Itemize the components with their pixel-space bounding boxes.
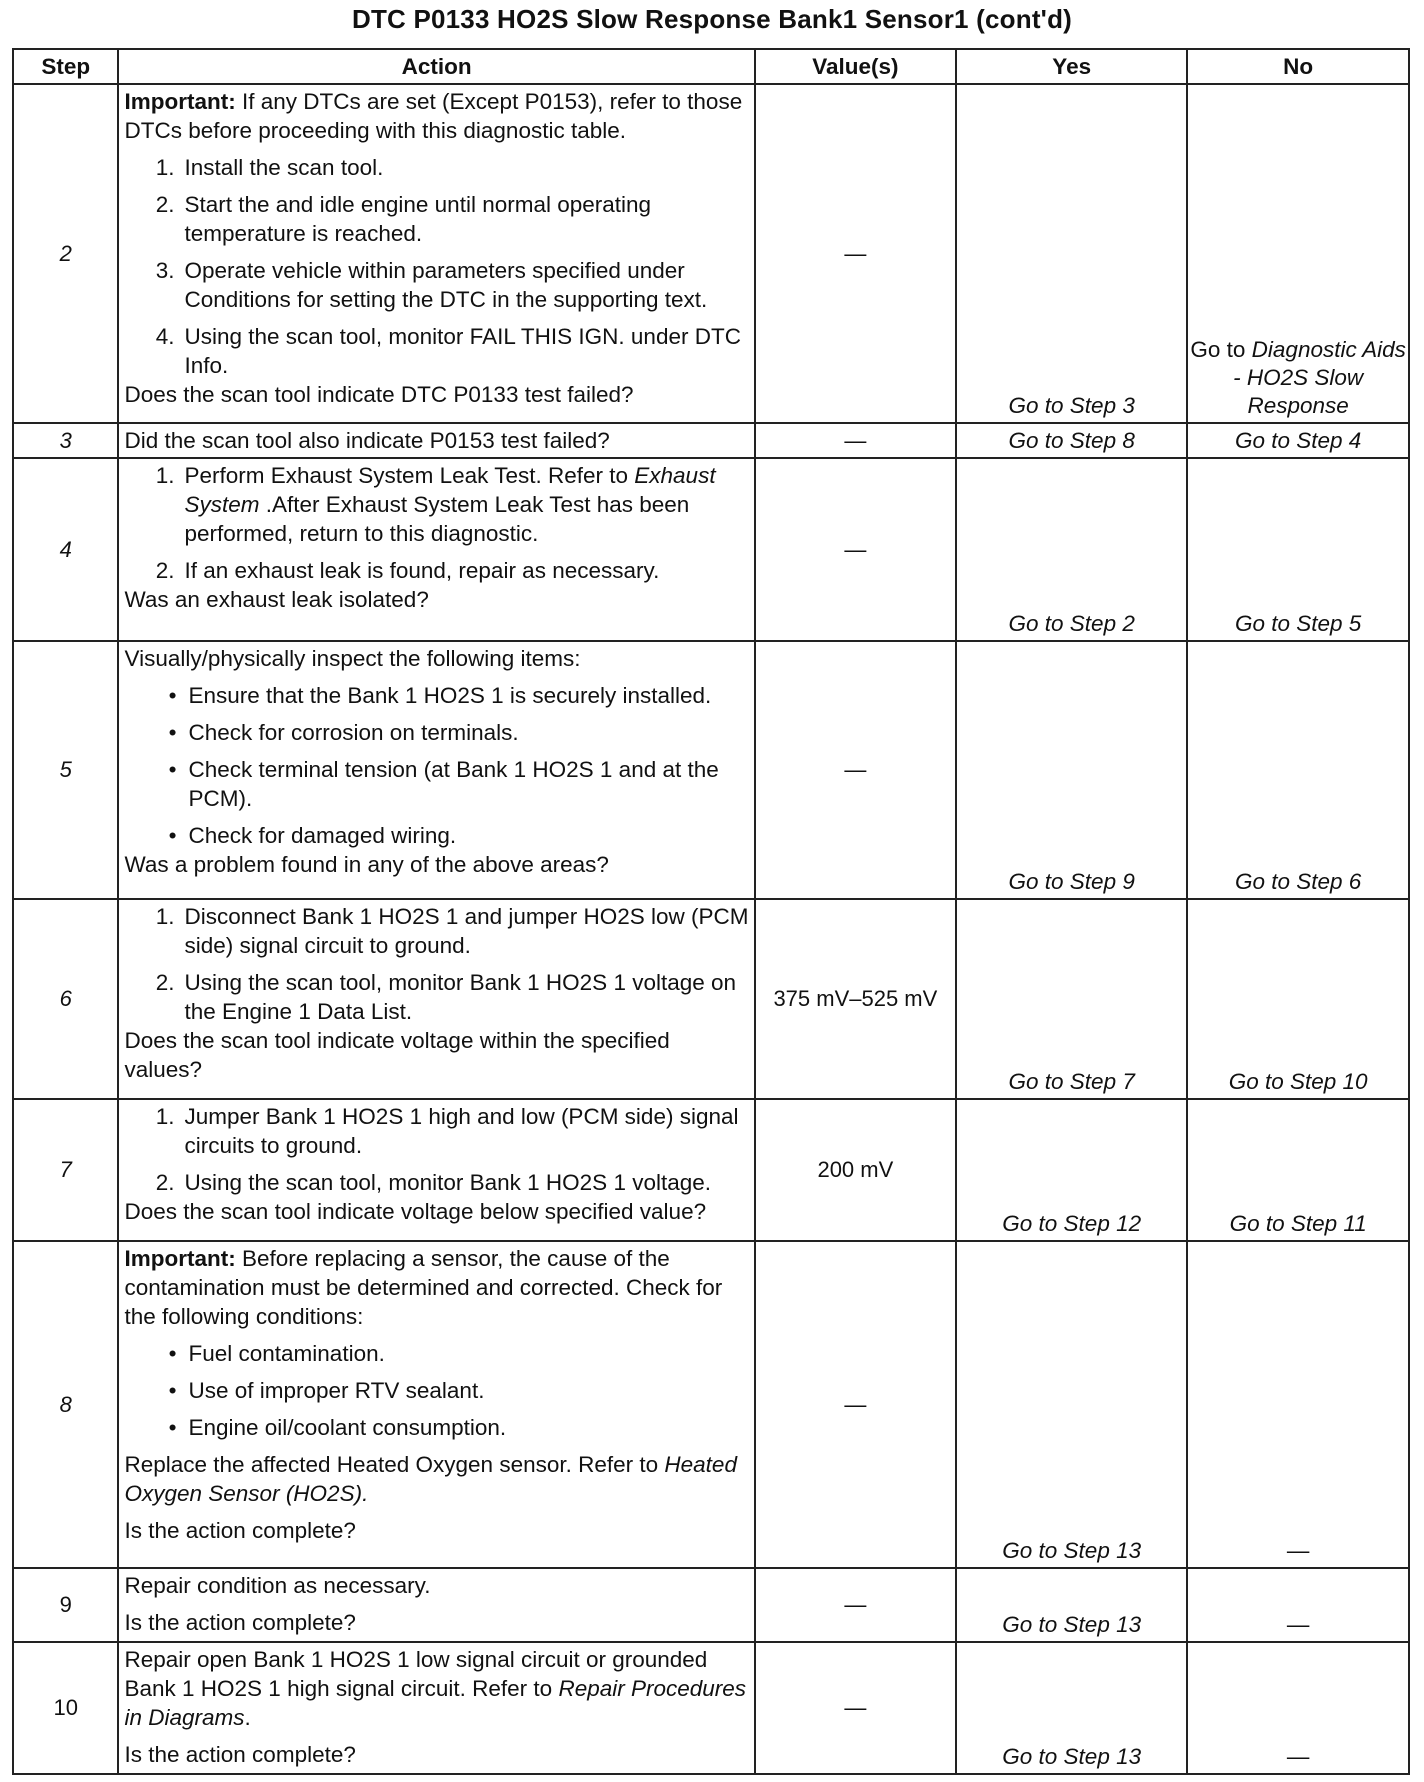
- list-item: • Ensure that the Bank 1 HO2S 1 is securely installed.: [168, 683, 712, 708]
- list-item: 1. Install the scan tool.: [155, 155, 384, 180]
- header-yes: Yes: [956, 49, 1187, 84]
- step-number: 8: [13, 1241, 118, 1568]
- action-cell: [118, 1241, 754, 1568]
- step-question: Was a problem found in any of the above areas?: [124, 852, 609, 877]
- step-question: Is the action complete?: [124, 1518, 356, 1543]
- no-dash: —: [1286, 1744, 1310, 1769]
- step-text: Repair open Bank 1 HO2S 1 low signal circuit or grounded Bank 1 HO2S 1 high signal circuit. Refer to Repair Procedures in Diagrams.: [124, 1647, 747, 1730]
- numbered-list: [124, 153, 748, 380]
- step-number: 6: [13, 899, 118, 1099]
- action-cell: [118, 641, 754, 899]
- table-row: [13, 1568, 1409, 1642]
- yes-cell: Go to Step 7: [956, 899, 1187, 1099]
- step-question: Is the action complete?: [124, 1742, 356, 1767]
- numbered-list: [124, 902, 748, 1026]
- table-row: [13, 423, 1409, 458]
- important-text: If any DTCs are set (Except P0153), refer to those DTCs before proceeding with this diagnostic table.: [124, 89, 743, 143]
- list-item: 2. Start the and idle engine until normal operating temperature is reached.: [155, 192, 652, 246]
- step-number: 4: [13, 458, 118, 641]
- list-item: • Fuel contamination.: [168, 1341, 385, 1366]
- list-item: 3. Operate vehicle within parameters specified under Conditions for setting the DTC in the supporting text.: [155, 258, 708, 312]
- no-dash: —: [1286, 1538, 1310, 1563]
- step-question: Is the action complete?: [124, 1610, 356, 1635]
- list-item: 4. Using the scan tool, monitor FAIL THIS IGN. under DTC Info.: [155, 324, 741, 378]
- value-dash: —: [844, 240, 867, 266]
- no-reference: Diagnostic Aids - HO2S Slow Response: [1233, 337, 1406, 418]
- action-cell: [118, 1099, 754, 1241]
- value-dash: —: [844, 427, 867, 453]
- action-cell: [118, 84, 754, 423]
- no-cell: Go to Step 5: [1187, 458, 1409, 641]
- step-number: 7: [13, 1099, 118, 1241]
- list-item: 1. Jumper Bank 1 HO2S 1 high and low (PCM side) signal circuits to ground.: [155, 1104, 739, 1158]
- no-cell: Go to Step 10: [1187, 899, 1409, 1099]
- yes-cell: Go to Step 3: [956, 84, 1187, 423]
- list-item: 2. Using the scan tool, monitor Bank 1 HO2S 1 voltage on the Engine 1 Data List.: [155, 970, 737, 1024]
- step-number: 2: [13, 84, 118, 423]
- value-cell: [755, 1642, 956, 1774]
- page-title: DTC P0133 HO2S Slow Response Bank1 Sensor1 (cont'd): [351, 4, 1073, 34]
- step-intro: Visually/physically inspect the following items:: [124, 646, 581, 671]
- no-cell: Go to Step 11: [1187, 1099, 1409, 1241]
- value-cell: [755, 641, 956, 899]
- no-cell: [1187, 1241, 1409, 1568]
- important-label: Important:: [124, 89, 236, 114]
- table-row: [13, 641, 1409, 899]
- value-dash: —: [844, 1695, 867, 1720]
- table-row: [13, 1642, 1409, 1774]
- value-cell: 200 mV: [755, 1099, 956, 1241]
- numbered-list: [124, 461, 748, 585]
- header-action: Action: [118, 49, 754, 84]
- step-question: Does the scan tool indicate voltage below specified value?: [124, 1199, 707, 1224]
- value-cell: 375 mV–525 mV: [755, 899, 956, 1099]
- bullet-list: [124, 681, 748, 850]
- action-cell: [118, 1642, 754, 1774]
- no-dash: —: [1286, 1612, 1310, 1637]
- step-question: Does the scan tool indicate voltage within the specified values?: [124, 1028, 670, 1082]
- action-cell: [118, 1568, 754, 1642]
- list-item: • Check for damaged wiring.: [168, 823, 457, 848]
- list-item: • Check for corrosion on terminals.: [168, 720, 519, 745]
- table-header-row: [13, 49, 1409, 84]
- table-row: [13, 1099, 1409, 1241]
- step-number: 9: [13, 1568, 118, 1642]
- action-cell: [118, 423, 754, 458]
- important-note: [124, 1244, 748, 1331]
- numbered-list: [124, 1102, 748, 1197]
- important-label: Important:: [124, 1246, 236, 1271]
- step-question: Does the scan tool indicate DTC P0133 test failed?: [124, 382, 634, 407]
- important-note: [124, 87, 748, 145]
- action-cell: [118, 899, 754, 1099]
- yes-cell: Go to Step 8: [956, 423, 1187, 458]
- value-cell: [755, 1568, 956, 1642]
- list-item: • Check terminal tension (at Bank 1 HO2S 1 and at the PCM).: [168, 757, 719, 811]
- yes-cell: Go to Step 12: [956, 1099, 1187, 1241]
- repair-reference: Repair Procedures in Diagrams: [124, 1676, 747, 1730]
- step-number: 10: [13, 1642, 118, 1774]
- ho2s-reference: Heated Oxygen Sensor (HO2S).: [124, 1452, 737, 1506]
- yes-cell: Go to Step 13: [956, 1241, 1187, 1568]
- yes-cell: Go to Step 13: [956, 1568, 1187, 1642]
- value-cell: [755, 423, 956, 458]
- action-cell: [118, 458, 754, 641]
- header-no: No: [1187, 49, 1409, 84]
- yes-cell: Go to Step 13: [956, 1642, 1187, 1774]
- value-dash: —: [844, 757, 867, 782]
- step-number: 3: [13, 423, 118, 458]
- value-cell: [755, 84, 956, 423]
- list-item: • Engine oil/coolant consumption.: [168, 1415, 507, 1440]
- no-cell: Go to Step 6: [1187, 641, 1409, 899]
- value-dash: —: [844, 1592, 867, 1617]
- important-text: Before replacing a sensor, the cause of the contamination must be determined and corrected. Check for the following conditions:: [124, 1246, 723, 1329]
- no-cell: [1187, 1568, 1409, 1642]
- yes-cell: Go to Step 2: [956, 458, 1187, 641]
- step-number: 5: [13, 641, 118, 899]
- no-cell: Go to Step 4: [1187, 423, 1409, 458]
- bullet-list: [124, 1339, 748, 1442]
- exhaust-reference: Exhaust System: [184, 463, 716, 517]
- list-item: 1. Perform Exhaust System Leak Test. Refer to Exhaust System .After Exhaust System Leak Test has been performed, return to this diagnostic.: [155, 463, 716, 546]
- no-prefix: Go to: [1190, 337, 1252, 362]
- header-step: Step: [13, 49, 118, 84]
- list-item: 2. Using the scan tool, monitor Bank 1 HO2S 1 voltage.: [155, 1170, 712, 1195]
- step-question: Did the scan tool also indicate P0153 test failed?: [124, 428, 610, 453]
- value-cell: [755, 458, 956, 641]
- header-values: Value(s): [755, 49, 956, 84]
- table-row: [13, 899, 1409, 1099]
- diagnostic-table: [12, 48, 1410, 1775]
- no-cell: [1187, 1642, 1409, 1774]
- step-question: Was an exhaust leak isolated?: [124, 587, 429, 612]
- no-cell: [1187, 84, 1409, 423]
- yes-cell: Go to Step 9: [956, 641, 1187, 899]
- table-row: [13, 1241, 1409, 1568]
- replace-instruction: Replace the affected Heated Oxygen sensor. Refer to Heated Oxygen Sensor (HO2S).: [124, 1452, 737, 1506]
- table-row: [13, 84, 1409, 423]
- value-dash: —: [844, 1391, 867, 1417]
- list-item: 2. If an exhaust leak is found, repair as necessary.: [155, 558, 660, 583]
- step-text: Repair condition as necessary.: [124, 1573, 431, 1598]
- table-row: [13, 458, 1409, 641]
- value-dash: —: [844, 536, 867, 562]
- list-item: • Use of improper RTV sealant.: [168, 1378, 485, 1403]
- value-cell: [755, 1241, 956, 1568]
- list-item: 1. Disconnect Bank 1 HO2S 1 and jumper HO2S low (PCM side) signal circuit to ground.: [155, 904, 749, 958]
